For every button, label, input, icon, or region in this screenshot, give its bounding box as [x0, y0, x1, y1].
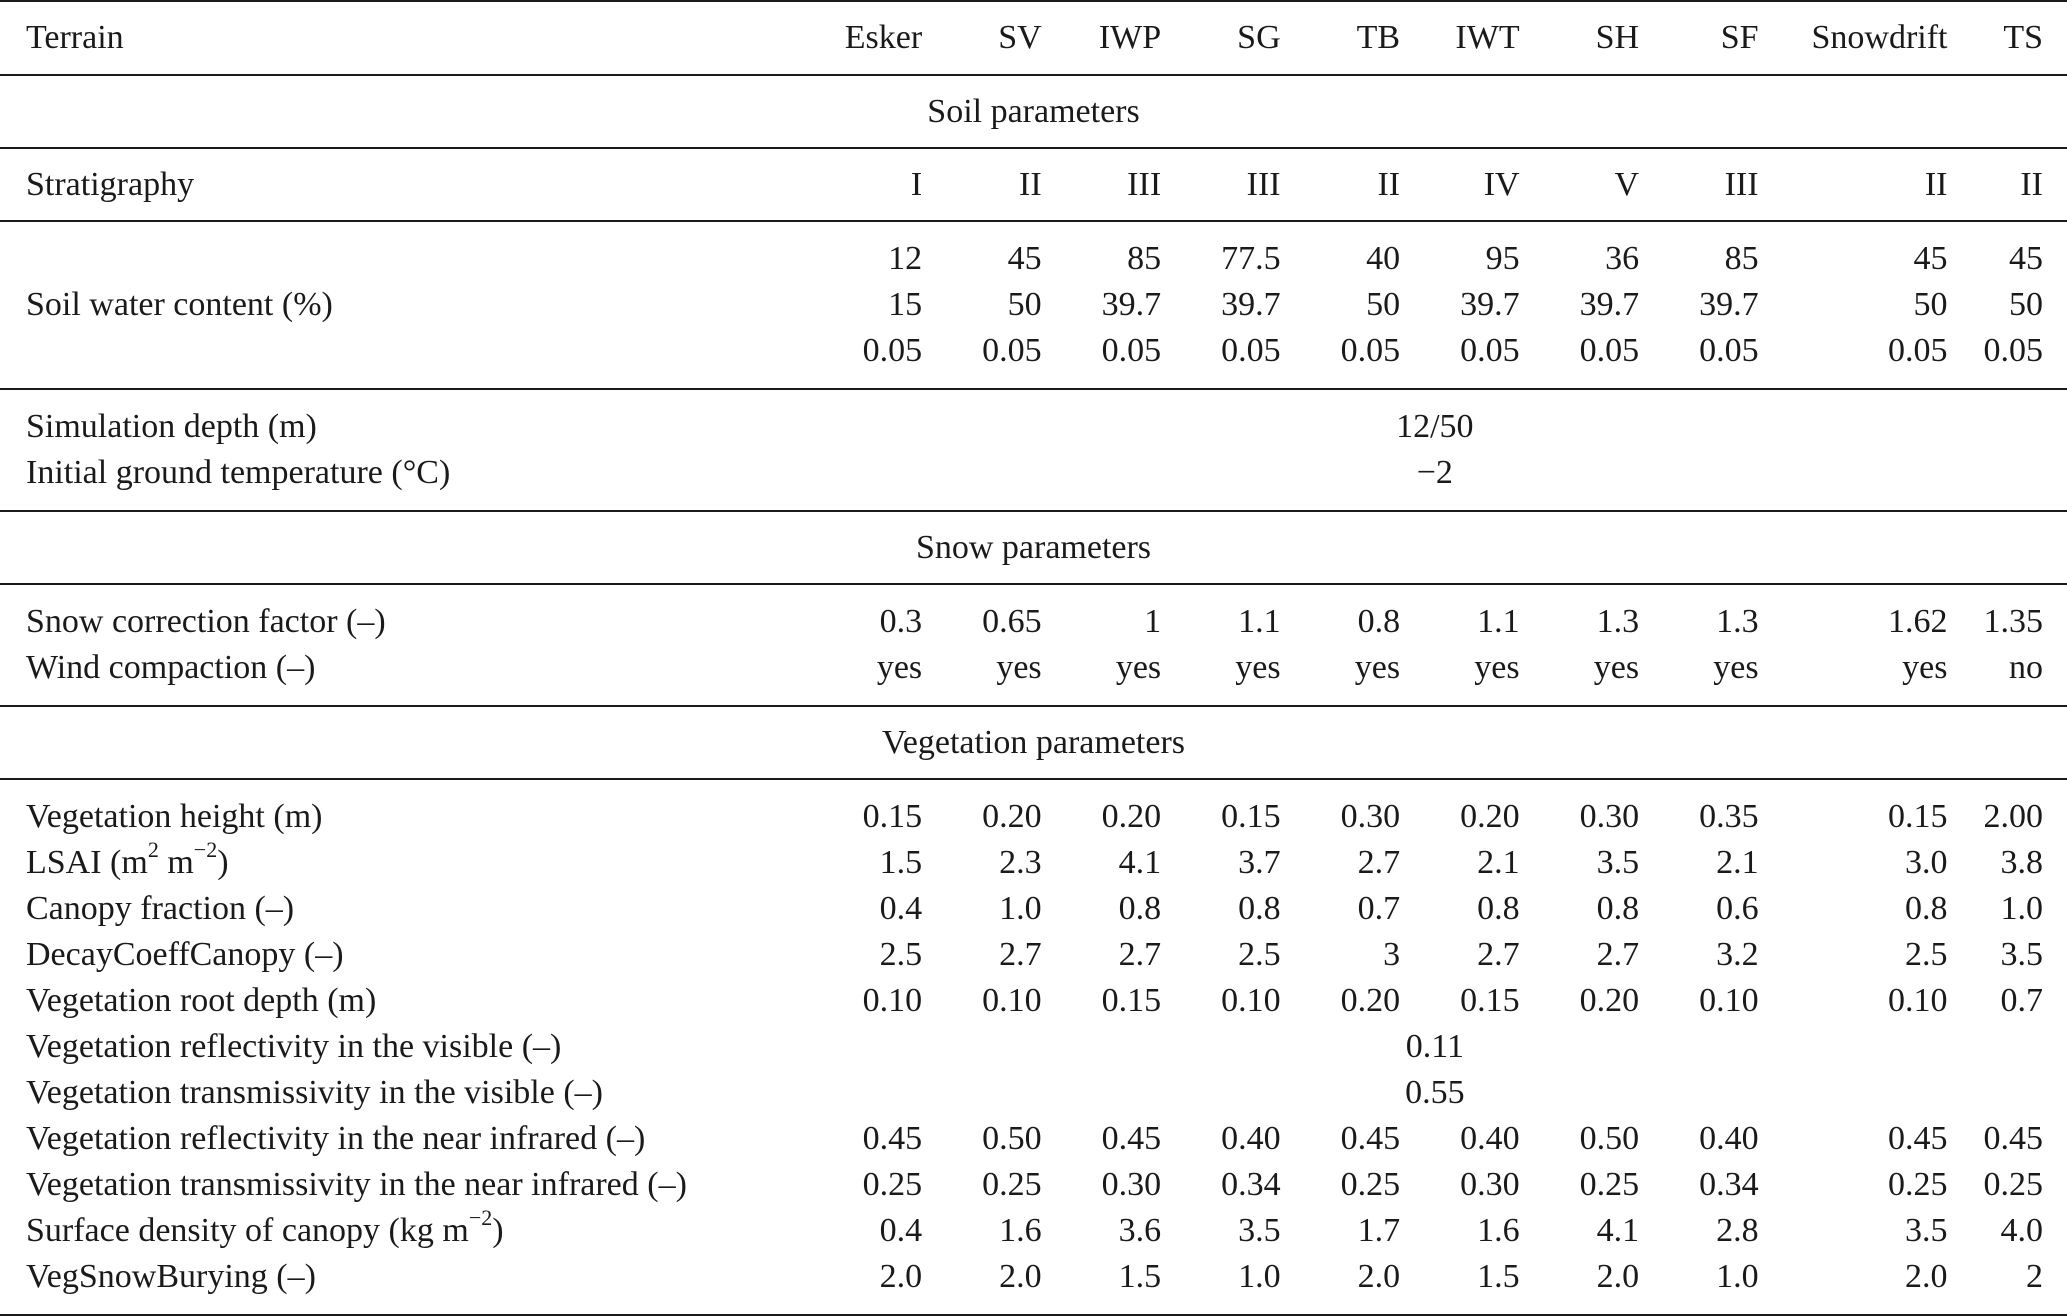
- cell: 2.7: [999, 936, 1042, 973]
- row-label: Snow correction factor (–): [0, 584, 803, 645]
- cell: 3.8: [2000, 844, 2043, 881]
- cell: 0.20: [922, 779, 1041, 840]
- cell: 2.00: [1947, 779, 2067, 840]
- cell: 0.34: [1699, 1166, 1759, 1203]
- table-header-row: [0, 1, 2067, 75]
- cell: 1.7: [1357, 1212, 1401, 1249]
- table-row-canopy-fraction: [0, 886, 2067, 932]
- cell: 1.35: [1947, 584, 2067, 645]
- cell: 39.7: [1221, 286, 1281, 323]
- cell: 0.45: [1887, 1120, 1948, 1157]
- cell: yes: [1593, 649, 1640, 686]
- cell: 0.10: [862, 982, 923, 1019]
- row-label: Initial ground temperature (°C): [26, 454, 451, 491]
- cell: 45: [1947, 221, 2067, 282]
- cell: 1.6: [999, 1212, 1042, 1249]
- cell: 0.8: [1596, 890, 1640, 927]
- cell: yes: [1235, 649, 1281, 686]
- cell: 0.20: [1042, 779, 1161, 840]
- section-row-vegetation: [0, 706, 2067, 779]
- row-label: Vegetation height (m): [0, 779, 803, 840]
- header-column: SV: [922, 1, 1041, 75]
- row-label: Vegetation root depth (m): [26, 982, 377, 1019]
- cell: 1.1: [1161, 584, 1280, 645]
- cell: I: [803, 148, 922, 221]
- cell: II: [922, 148, 1041, 221]
- cell: 3.5: [1596, 844, 1640, 881]
- cell-spanning: −2: [1416, 454, 1453, 491]
- cell: 0.40: [1699, 1120, 1759, 1157]
- cell: 0.4: [879, 1212, 923, 1249]
- cell: 0.45: [1340, 1120, 1401, 1157]
- cell: yes: [996, 649, 1042, 686]
- cell: II: [1947, 148, 2067, 221]
- cell: 39.7: [1460, 286, 1520, 323]
- cell: 0.25: [1340, 1166, 1401, 1203]
- table-row-refl-nir: [0, 1116, 2067, 1162]
- row-label: Canopy fraction (–): [26, 890, 295, 927]
- cell: 2.1: [1477, 844, 1520, 881]
- cell: 1.0: [999, 890, 1042, 927]
- cell: 1.6: [1477, 1212, 1520, 1249]
- cell: 0.50: [1579, 1120, 1640, 1157]
- cell: 50: [1913, 286, 1948, 323]
- row-label: Vegetation reflectivity in the near infrared (–): [26, 1120, 646, 1157]
- header-column: SG: [1161, 1, 1280, 75]
- cell: 0.15: [1161, 779, 1280, 840]
- row-label: DecayCoeffCanopy (–): [26, 936, 344, 973]
- table-row-decay-coeff: [0, 932, 2067, 978]
- row-label: VegSnowBurying (–): [0, 1254, 803, 1315]
- section-row-snow: [0, 511, 2067, 584]
- cell: 1: [1042, 584, 1161, 645]
- cell: III: [1161, 148, 1280, 221]
- cell: 0.30: [1101, 1166, 1162, 1203]
- cell: 0.8: [1477, 890, 1520, 927]
- cell: 2.5: [1238, 936, 1281, 973]
- cell: 0.45: [1101, 1120, 1162, 1157]
- table-row-initial-temperature: [0, 450, 2067, 511]
- cell-spanning: 0.55: [1405, 1074, 1465, 1111]
- cell: 0.05: [1221, 332, 1281, 369]
- table-row-surface-density: [0, 1208, 2067, 1254]
- cell: 3.5: [2000, 936, 2043, 973]
- cell: 2.0: [1759, 1254, 1948, 1315]
- table-row-simulation-depth: [0, 389, 2067, 450]
- cell: V: [1520, 148, 1639, 221]
- cell: 0.10: [1221, 982, 1281, 1019]
- section-row-soil: [0, 75, 2067, 148]
- header-column: IWT: [1400, 1, 1519, 75]
- cell: 2.0: [1281, 1254, 1400, 1315]
- cell: 0.65: [922, 584, 1041, 645]
- cell: yes: [876, 649, 923, 686]
- cell: 39.7: [1579, 286, 1640, 323]
- row-label: Vegetation transmissivity in the near infrared (–): [26, 1166, 687, 1203]
- cell: 0.15: [1460, 982, 1520, 1019]
- cell: 36: [1520, 221, 1639, 282]
- table-row-soil-water-1: [0, 221, 2067, 282]
- table-row-veg-height: [0, 779, 2067, 840]
- cell: 2.7: [1477, 936, 1520, 973]
- cell: 0.25: [982, 1166, 1042, 1203]
- cell: 0.25: [1579, 1166, 1640, 1203]
- cell: 0.20: [1579, 982, 1640, 1019]
- table-row-trans-nir: [0, 1162, 2067, 1208]
- cell: 95: [1400, 221, 1519, 282]
- cell: 1.1: [1400, 584, 1519, 645]
- cell: 0.25: [1887, 1166, 1948, 1203]
- cell: 0.25: [1983, 1166, 2043, 1203]
- table-row-trans-visible: [0, 1070, 2067, 1116]
- cell: 3.0: [1904, 844, 1948, 881]
- cell: 1.3: [1639, 584, 1758, 645]
- cell: 2: [1947, 1254, 2067, 1315]
- cell: yes: [1115, 649, 1162, 686]
- cell: 0.05: [1983, 332, 2043, 369]
- header-column: SH: [1520, 1, 1639, 75]
- cell: 40: [1281, 221, 1400, 282]
- cell: 0.10: [1699, 982, 1759, 1019]
- cell: no: [2009, 649, 2043, 686]
- cell: 0.7: [1357, 890, 1401, 927]
- cell: 0.30: [1520, 779, 1639, 840]
- cell: 0.8: [1238, 890, 1281, 927]
- cell: 39.7: [1101, 286, 1162, 323]
- cell: yes: [1713, 649, 1759, 686]
- cell: 3.6: [1118, 1212, 1162, 1249]
- cell: 0.40: [1221, 1120, 1281, 1157]
- cell: yes: [1902, 649, 1948, 686]
- cell: 0.45: [862, 1120, 923, 1157]
- cell: 0.05: [862, 332, 923, 369]
- cell: 2.7: [1357, 844, 1401, 881]
- cell: 0.8: [1904, 890, 1948, 927]
- cell: 85: [1042, 221, 1161, 282]
- cell: 0.40: [1460, 1120, 1520, 1157]
- cell: 0.10: [1887, 982, 1948, 1019]
- table-row-root-depth: [0, 978, 2067, 1024]
- header-column: Esker: [803, 1, 922, 75]
- cell: 77.5: [1161, 221, 1280, 282]
- table-row-soil-water-3: [0, 328, 2067, 389]
- cell: 50: [1366, 286, 1401, 323]
- cell: 0.15: [1101, 982, 1162, 1019]
- cell: 0.6: [1716, 890, 1759, 927]
- cell: 0.05: [1887, 332, 1948, 369]
- section-title-soil: Soil parameters: [0, 75, 2067, 148]
- cell: 45: [922, 221, 1041, 282]
- table-row-stratigraphy: [0, 148, 2067, 221]
- cell: 2.7: [1596, 936, 1640, 973]
- row-label: Surface density of canopy (kg $m^{-2}$): [26, 1204, 504, 1249]
- cell: 2.3: [999, 844, 1042, 881]
- cell: 50: [1007, 286, 1042, 323]
- row-label: Simulation depth (m): [0, 389, 803, 450]
- cell: 3.5: [1904, 1212, 1948, 1249]
- cell: 3: [1383, 936, 1401, 973]
- cell: 45: [1759, 221, 1948, 282]
- cell: 0.10: [982, 982, 1042, 1019]
- cell: 0.3: [803, 584, 922, 645]
- cell: 0.15: [1759, 779, 1948, 840]
- row-label: Vegetation transmissivity in the visible (–): [26, 1074, 603, 1111]
- cell: 0.05: [1699, 332, 1759, 369]
- cell: 0.20: [1340, 982, 1401, 1019]
- cell: 1.5: [1042, 1254, 1161, 1315]
- cell: 1.5: [1400, 1254, 1519, 1315]
- cell: 0.45: [1983, 1120, 2043, 1157]
- cell-spanning: 12/50: [803, 389, 2067, 450]
- cell: 1.62: [1759, 584, 1948, 645]
- cell: II: [1281, 148, 1400, 221]
- cell: 0.25: [862, 1166, 923, 1203]
- cell: 4.1: [1596, 1212, 1640, 1249]
- cell: 0.05: [1101, 332, 1162, 369]
- cell: 0.50: [982, 1120, 1042, 1157]
- cell: 4.0: [2000, 1212, 2043, 1249]
- table-row-wind-compaction: [0, 645, 2067, 706]
- cell: 2.0: [803, 1254, 922, 1315]
- cell: 4.1: [1118, 844, 1162, 881]
- cell: 0.30: [1281, 779, 1400, 840]
- cell: 0.20: [1400, 779, 1519, 840]
- cell: III: [1639, 148, 1758, 221]
- cell: 0.34: [1221, 1166, 1281, 1203]
- table-row-veg-snow-burying: [0, 1254, 2067, 1315]
- cell: 2.1: [1716, 844, 1759, 881]
- cell: 0.8: [1281, 584, 1400, 645]
- cell: III: [1042, 148, 1161, 221]
- cell: 2.0: [1520, 1254, 1639, 1315]
- header-column: SF: [1639, 1, 1758, 75]
- cell: 0.7: [2000, 982, 2043, 1019]
- row-label: Stratigraphy: [0, 148, 803, 221]
- cell: 0.05: [1579, 332, 1640, 369]
- cell: 2.5: [879, 936, 923, 973]
- section-title-vegetation: Vegetation parameters: [0, 706, 2067, 779]
- row-label: Soil water content (%): [26, 286, 333, 323]
- cell: 0.8: [1118, 890, 1162, 927]
- row-label: Wind compaction (–): [26, 649, 316, 686]
- cell: yes: [1354, 649, 1401, 686]
- cell: 39.7: [1699, 286, 1759, 323]
- header-column: TB: [1281, 1, 1400, 75]
- cell: 0.30: [1460, 1166, 1520, 1203]
- cell: 50: [2009, 286, 2043, 323]
- table-row-snow-correction: [0, 584, 2067, 645]
- header-column: TS: [1947, 1, 2067, 75]
- cell: 85: [1639, 221, 1758, 282]
- cell: 2.5: [1904, 936, 1948, 973]
- cell: 0.15: [803, 779, 922, 840]
- cell: 12: [803, 221, 922, 282]
- row-label: LSAI ($m^2$ $m^{-2}$): [26, 836, 229, 881]
- cell: 15: [888, 286, 923, 323]
- header-terrain-label: Terrain: [0, 1, 803, 75]
- cell: II: [1759, 148, 1948, 221]
- cell: 0.05: [982, 332, 1042, 369]
- cell: 0.35: [1639, 779, 1758, 840]
- header-column: Snowdrift: [1759, 1, 1948, 75]
- cell: 0.4: [879, 890, 923, 927]
- cell: 2.8: [1716, 1212, 1759, 1249]
- cell: yes: [1474, 649, 1520, 686]
- cell: 0.05: [1340, 332, 1401, 369]
- cell: IV: [1400, 148, 1519, 221]
- cell: 1.0: [1639, 1254, 1758, 1315]
- cell: 1.0: [1161, 1254, 1280, 1315]
- cell: 3.7: [1238, 844, 1281, 881]
- table-row-soil-water-2: [0, 282, 2067, 328]
- cell: 2.0: [922, 1254, 1041, 1315]
- cell: 2.7: [1118, 936, 1162, 973]
- cell: 1.5: [879, 844, 923, 881]
- cell: 3.2: [1716, 936, 1759, 973]
- table-row-lsai: [0, 840, 2067, 886]
- section-title-snow: Snow parameters: [0, 511, 2067, 584]
- row-label: Vegetation reflectivity in the visible (–): [26, 1028, 562, 1065]
- cell: 0.05: [1460, 332, 1520, 369]
- header-column: IWP: [1042, 1, 1161, 75]
- cell: 1.0: [2000, 890, 2043, 927]
- cell: 3.5: [1238, 1212, 1281, 1249]
- cell-spanning: 0.11: [1405, 1028, 1464, 1065]
- cell: 1.3: [1520, 584, 1639, 645]
- table-row-refl-visible: [0, 1024, 2067, 1070]
